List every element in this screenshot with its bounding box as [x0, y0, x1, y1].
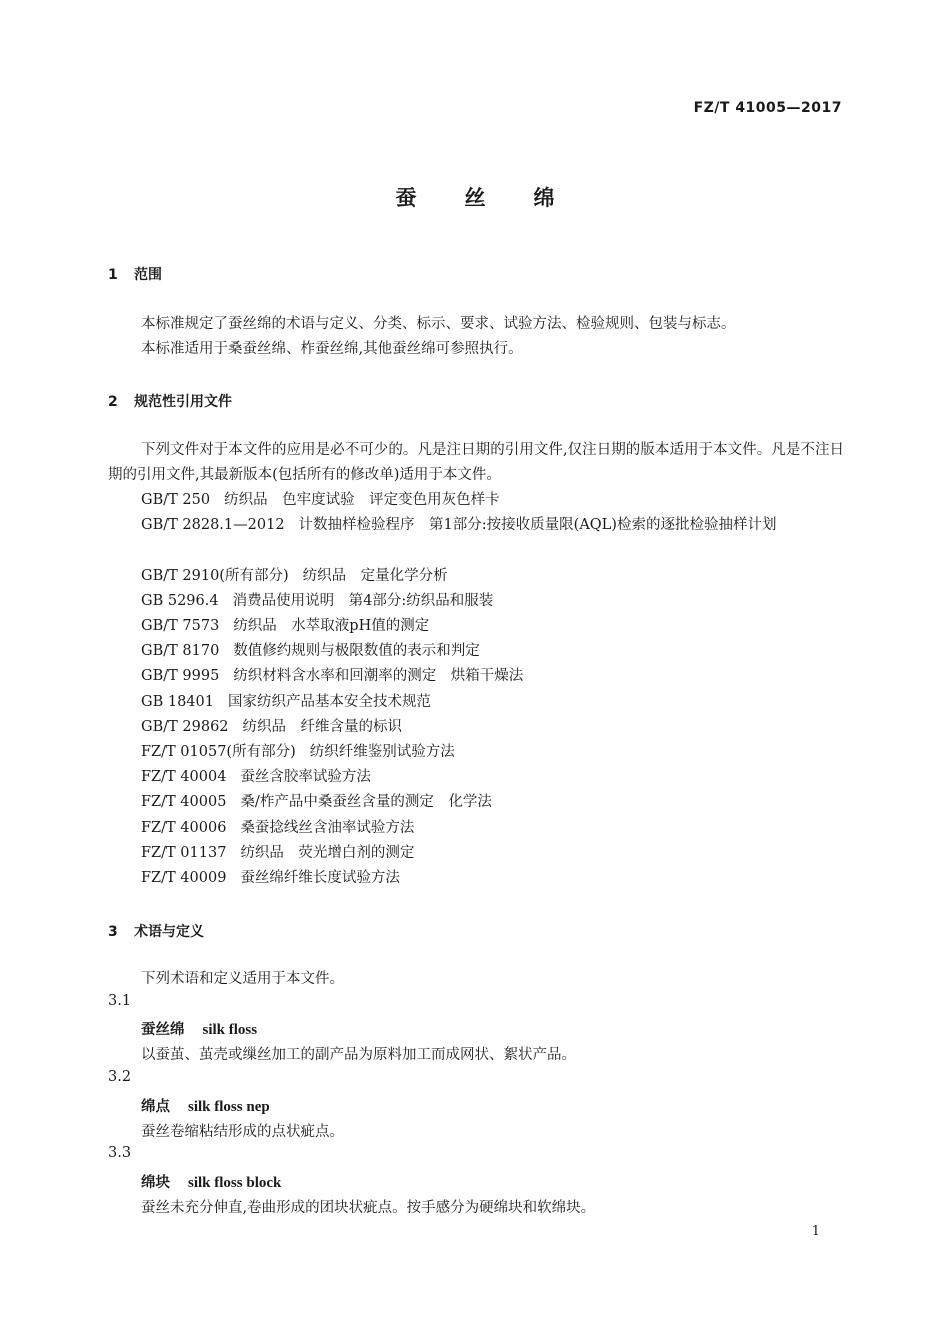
reference-code: GB/T 29862: [141, 719, 229, 735]
reference-item: [141, 715, 402, 736]
reference-code: FZ/T 40009: [141, 870, 227, 886]
reference-item: [141, 614, 429, 635]
reference-item: [141, 841, 414, 862]
reference-name: 纺织材料含水率和回潮率的测定 烘箱干燥法: [233, 668, 524, 684]
reference-name: 桑/柞产品中桑蚕丝含量的测定 化学法: [240, 794, 492, 810]
paragraph: 本标准适用于桑蚕丝绵、柞蚕丝绵,其他蚕丝绵可参照执行。: [141, 341, 523, 357]
section-number: 2: [108, 394, 118, 410]
section-heading-2: [108, 391, 232, 411]
reference-code: GB/T 7573: [141, 618, 220, 634]
reference-item: [141, 639, 480, 660]
reference-item: [141, 790, 492, 811]
reference-code: GB/T 8170: [141, 643, 220, 659]
reference-code: FZ/T 01057(所有部分): [141, 744, 296, 760]
reference-name: 桑蚕捻线丝含油率试验方法: [240, 820, 415, 836]
term-zh: 蚕丝绵: [141, 1021, 185, 1038]
reference-item: [108, 513, 844, 538]
reference-code: GB 18401: [141, 694, 214, 710]
standard-number: FZ/T 41005—2017: [693, 100, 842, 116]
page-number: 1: [811, 1224, 820, 1239]
reference-name: 纺织品 荧光增白剂的测定: [240, 845, 415, 861]
reference-item: [141, 488, 500, 509]
reference-item: [141, 816, 414, 837]
reference-code: GB/T 250: [141, 492, 211, 508]
section-number: 3: [108, 924, 118, 940]
section-title: 术语与定义: [134, 924, 204, 940]
section-number: 1: [108, 267, 118, 283]
reference-item: [141, 564, 448, 585]
reference-name: 蚕丝绵纤维长度试验方法: [240, 870, 400, 886]
section-title: 规范性引用文件: [134, 394, 232, 410]
reference-item: [141, 765, 371, 786]
term-definition: 蚕丝卷缩粘结形成的点状疵点。: [141, 1124, 344, 1140]
reference-code: FZ/T 40004: [141, 769, 227, 785]
reference-code: GB/T 9995: [141, 668, 220, 684]
title-char-3: 绵: [533, 186, 555, 210]
term-en: silk floss: [202, 1022, 258, 1038]
reference-name: 数值修约规则与极限数值的表示和判定: [233, 643, 480, 659]
section-heading-1: [108, 264, 162, 284]
clause-number: 3.2: [108, 1069, 132, 1085]
reference-item: [141, 664, 523, 685]
term-en: silk floss nep: [188, 1099, 270, 1115]
reference-name: 计数抽样检验程序 第1部分:按接收质量限(AQL)检索的逐批检验抽样计划: [298, 517, 777, 533]
paragraph: 下列术语和定义适用于本文件。: [141, 971, 344, 987]
reference-code: FZ/T 40006: [141, 820, 227, 836]
reference-item: [141, 866, 400, 887]
reference-name: 纺织品 纤维含量的标识: [242, 719, 403, 735]
term-zh: 绵点: [141, 1098, 170, 1115]
term-definition: 以蚕茧、茧壳或缫丝加工的副产品为原料加工而成网状、絮状产品。: [141, 1047, 576, 1063]
reference-code: GB/T 2910(所有部分): [141, 568, 289, 584]
paragraph: 下列文件对于本文件的应用是必不可少的。凡是注日期的引用文件,仅注日期的版本适用于本文件。凡是不注日期的引用文件,其最新版本(包括所有的修改单)适用于本文件。: [108, 442, 844, 483]
reference-code: GB 5296.4: [141, 593, 219, 609]
clause-number: 3.1: [108, 993, 132, 1009]
reference-item: [141, 740, 455, 761]
reference-name: 纺织品 水萃取液pH值的测定: [233, 618, 430, 634]
reference-name: 纺织纤维鉴别试验方法: [309, 744, 455, 760]
term-heading: [141, 1171, 281, 1192]
reference-code: FZ/T 01137: [141, 845, 227, 861]
term-heading: [141, 1095, 270, 1116]
term-heading: [141, 1018, 257, 1039]
reference-name: 蚕丝含胶率试验方法: [240, 769, 371, 785]
title-char-1: 蚕: [395, 186, 417, 210]
section-title: 范围: [134, 267, 162, 283]
reference-name: 纺织品 定量化学分析: [302, 568, 448, 584]
clause-number: 3.3: [108, 1145, 132, 1161]
term-definition: 蚕丝未充分伸直,卷曲形成的团块状疵点。按手感分为硬绵块和软绵块。: [141, 1200, 596, 1216]
section-heading-3: [108, 921, 204, 941]
reference-code: GB/T 2828.1—2012: [141, 517, 285, 533]
page-title: [0, 182, 950, 212]
term-en: silk floss block: [188, 1175, 282, 1191]
reference-item: [141, 690, 431, 711]
reference-name: 消费品使用说明 第4部分:纺织品和服装: [232, 593, 494, 609]
reference-name: 纺织品 色牢度试验 评定变色用灰色样卡: [224, 492, 500, 508]
reference-code: FZ/T 40005: [141, 794, 227, 810]
reference-item: [141, 589, 493, 610]
title-char-2: 丝: [464, 186, 486, 210]
reference-name: 国家纺织产品基本安全技术规范: [227, 694, 431, 710]
paragraph: 本标准规定了蚕丝绵的术语与定义、分类、标示、要求、试验方法、检验规则、包装与标志。: [141, 316, 736, 332]
term-zh: 绵块: [141, 1174, 170, 1191]
